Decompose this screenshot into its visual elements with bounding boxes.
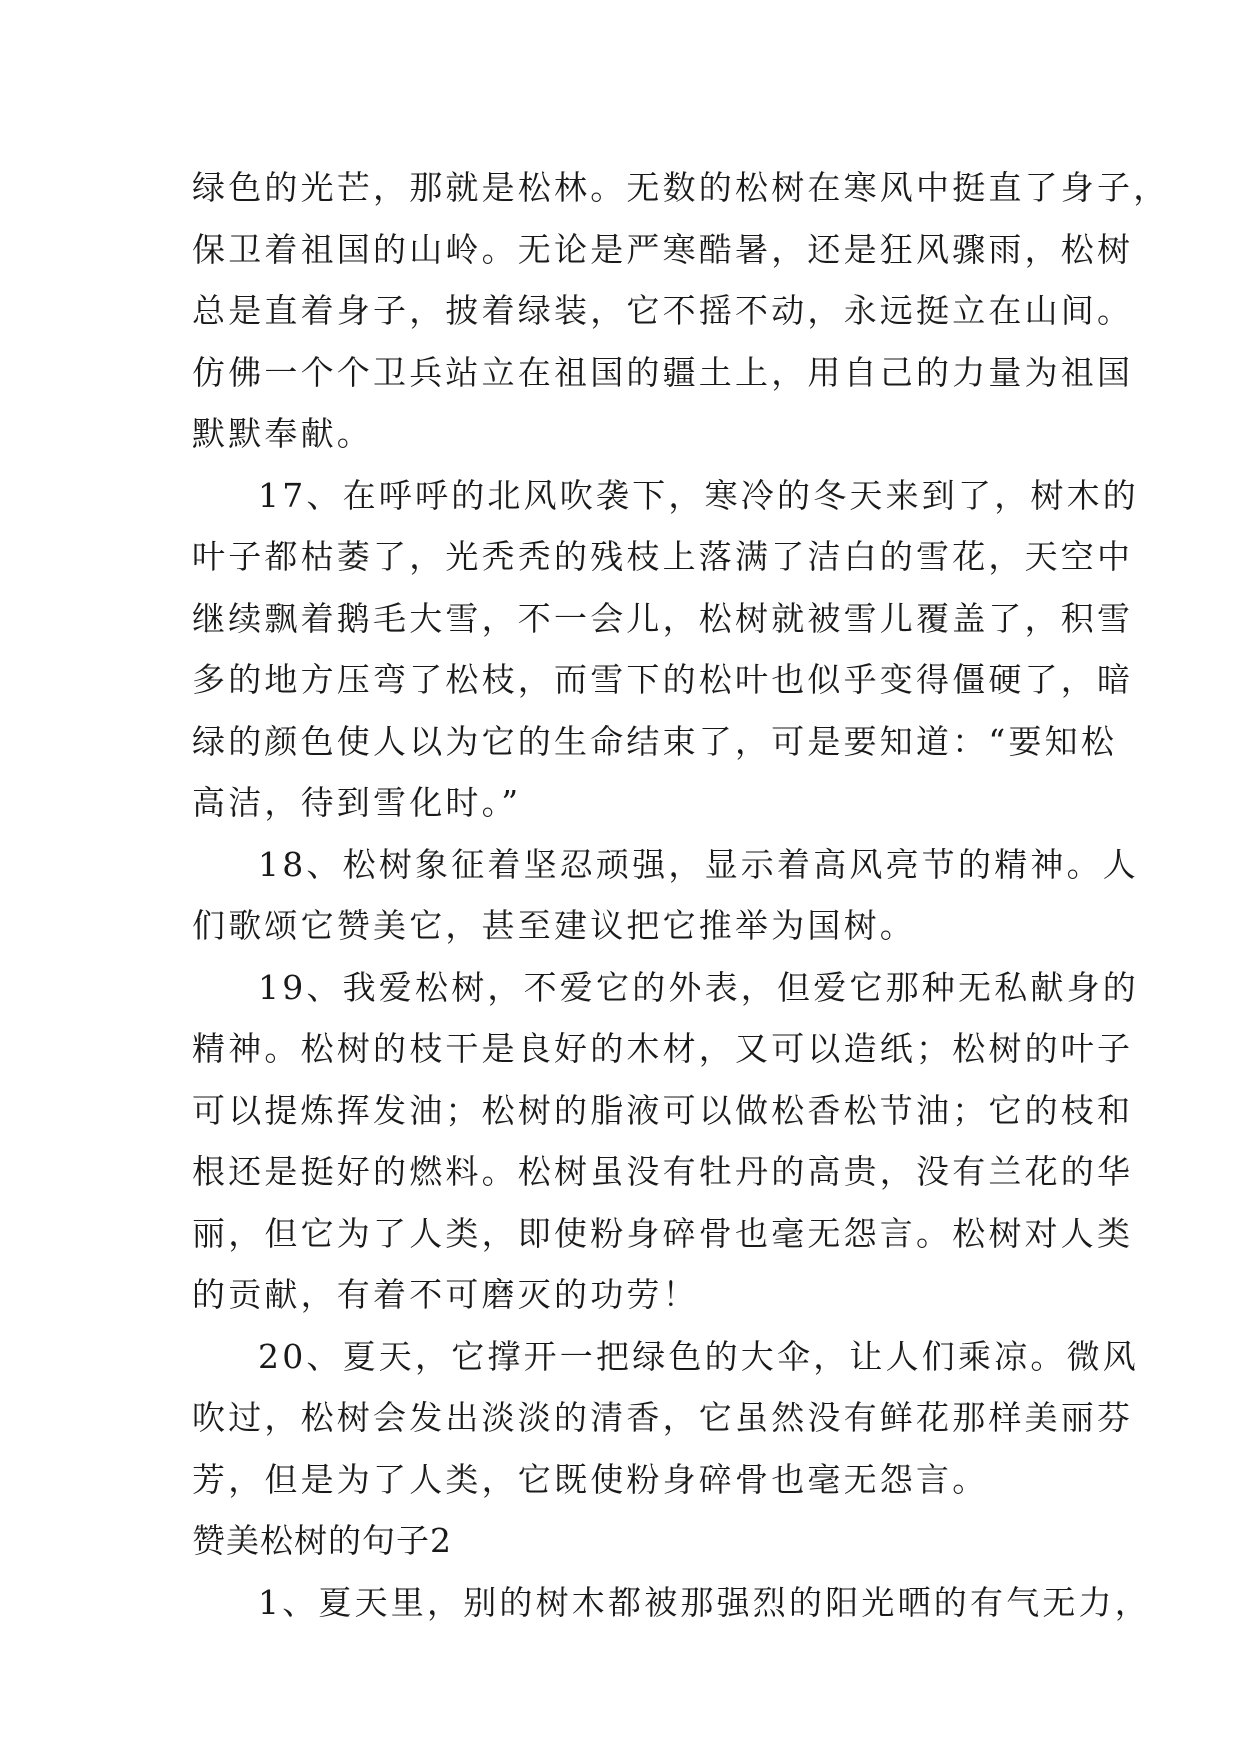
text-line: 们歌颂它赞美它，甚至建议把它推举为国树。 — [192, 906, 916, 945]
text-line: 高洁，待到雪化时。” — [192, 783, 522, 822]
paragraph-19 — [192, 957, 1139, 1326]
text-line: 17、在呼呼的北风吹袭下，寒冷的冬天来到了，树木的 — [258, 475, 1139, 515]
text-line: 根还是挺好的燃料。松树虽没有牡丹的高贵，没有兰花的华 — [192, 1152, 1134, 1191]
text-line: 绿的颜色使人以为它的生命结束了，可是要知道：“要知松 — [192, 721, 1118, 761]
section-heading — [192, 1510, 1072, 1572]
text-line: 总是直着身子，披着绿装，它不摇不动，永远挺立在山间。 — [192, 291, 1134, 330]
paragraph-18 — [192, 834, 1139, 957]
text-line: 保卫着祖国的山岭。无论是严寒酷暑，还是狂风骤雨，松树 — [192, 229, 1134, 269]
text-line: 可以提炼挥发油；松树的脂液可以做松香松节油；它的枝和 — [192, 1090, 1134, 1130]
text-line: 绿色的光芒，那就是松林。无数的松树在寒风中挺直了身子， — [192, 168, 1170, 207]
text-line: 叶子都枯萎了，光秃秃的残枝上落满了洁白的雪花，天空中 — [192, 537, 1134, 576]
paragraph-17 — [192, 465, 1139, 834]
text-line: 吹过，松树会发出淡淡的清香，它虽然没有鲜花那样美丽芬 — [192, 1398, 1134, 1437]
text-line: 默默奉献。 — [192, 414, 373, 453]
paragraph-section2-1 — [192, 1572, 1151, 1634]
text-line: 芳，但是为了人类，它既使粉身碎骨也毫无怨言。 — [192, 1459, 989, 1499]
section-heading-text: 赞美松树的句子2 — [192, 1521, 452, 1560]
text-line: 的贡献，有着不可磨灭的功劳！ — [192, 1275, 699, 1314]
paragraph-continuation — [192, 157, 1170, 465]
text-line: 丽，但它为了人类，即使粉身碎骨也毫无怨言。松树对人类 — [192, 1213, 1134, 1253]
text-line: 精神。松树的枝干是良好的木材，又可以造纸；松树的叶子 — [192, 1029, 1134, 1068]
text-line: 继续飘着鹅毛大雪，不一会儿，松树就被雪儿覆盖了，积雪 — [192, 598, 1134, 638]
text-line: 19、我爱松树，不爱它的外表，但爱它那种无私献身的 — [258, 967, 1139, 1007]
document-body — [192, 157, 1170, 1633]
text-line: 18、松树象征着坚忍顽强，显示着高风亮节的精神。人 — [258, 844, 1139, 884]
paragraph-20 — [192, 1326, 1139, 1511]
text-line: 多的地方压弯了松枝，而雪下的松叶也似乎变得僵硬了，暗 — [192, 660, 1134, 699]
text-line: 20、夏天，它撑开一把绿色的大伞，让人们乘凉。微风 — [258, 1336, 1139, 1376]
text-line: 1、夏天里，别的树木都被那强烈的阳光晒的有气无力， — [258, 1582, 1151, 1622]
text-line: 仿佛一个个卫兵站立在祖国的疆土上，用自己的力量为祖国 — [192, 352, 1134, 392]
